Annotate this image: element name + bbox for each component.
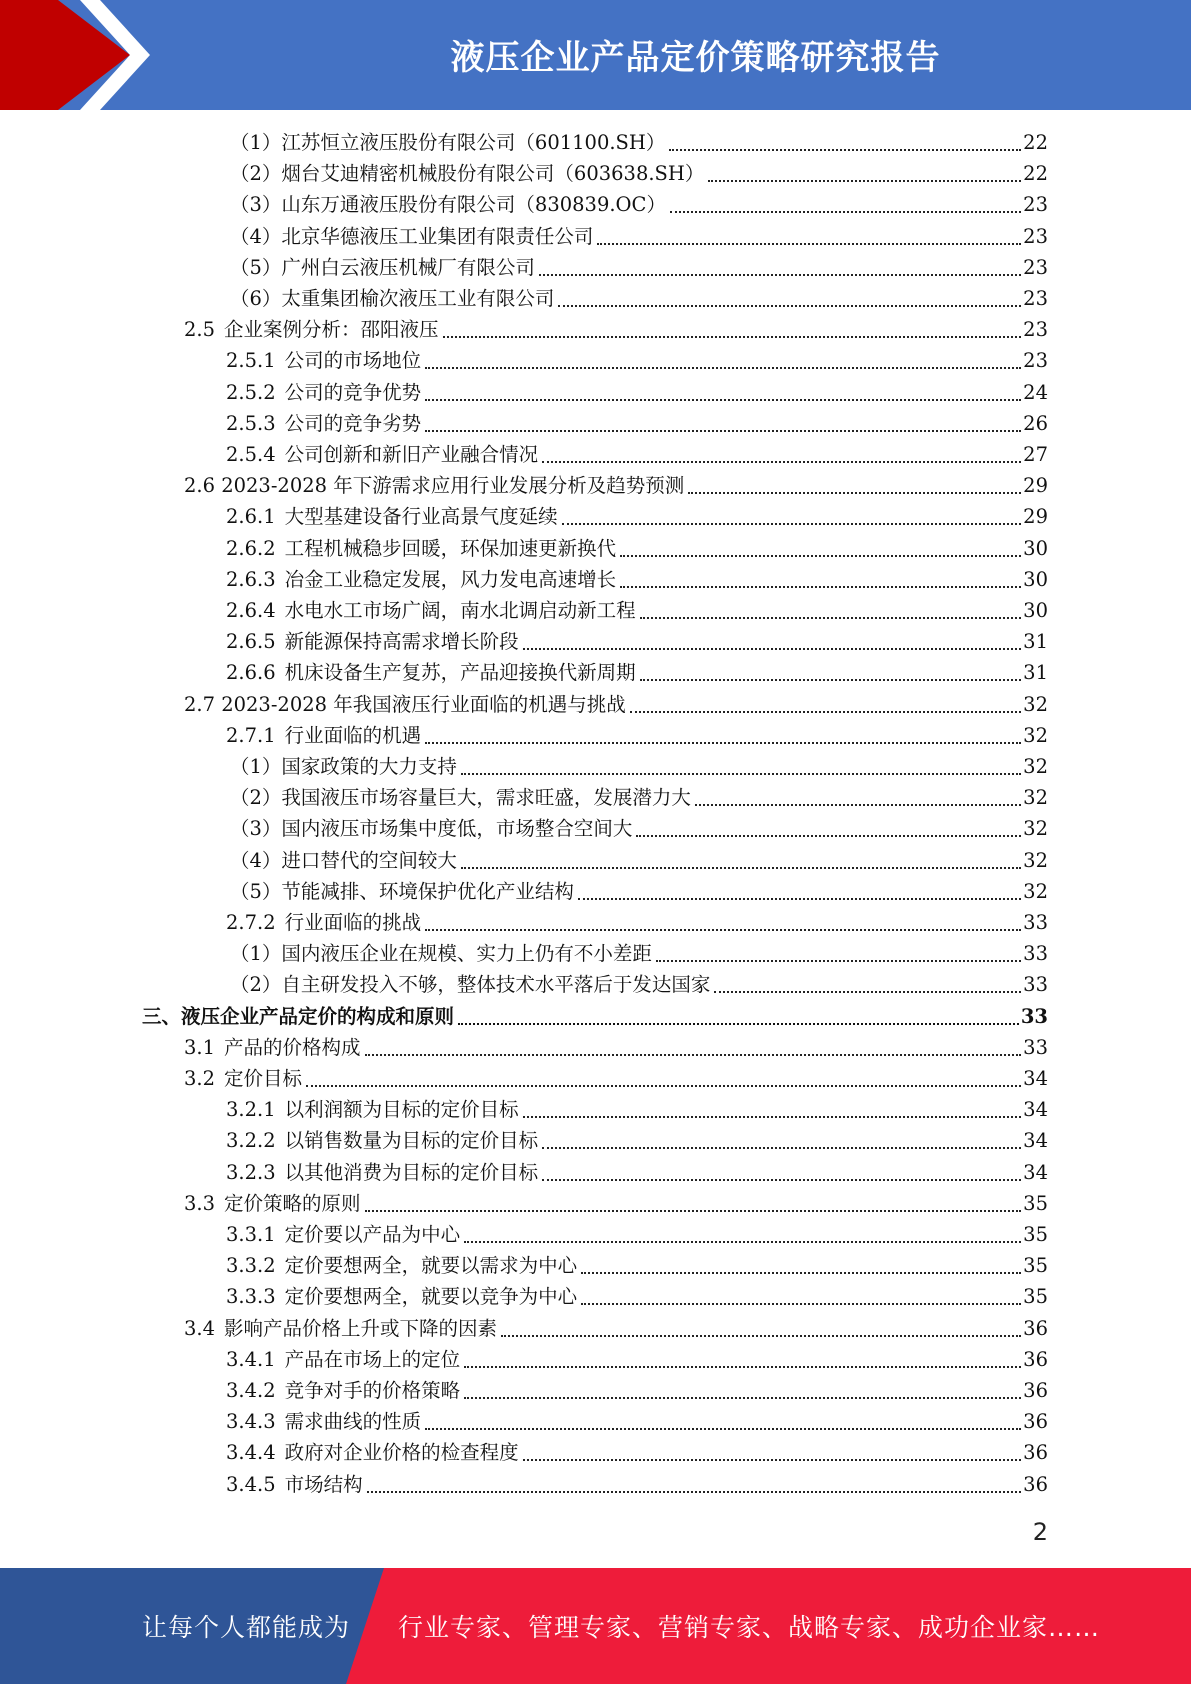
toc-leader-dots xyxy=(425,430,1021,432)
toc-leader-dots xyxy=(464,1241,1021,1243)
toc-entry-label: 大型基建设备行业高景气度延续 xyxy=(284,505,558,528)
toc-entry-page: 36 xyxy=(1023,1348,1048,1371)
toc-entry-number: 3.1 xyxy=(184,1036,216,1059)
toc-entry-number: 2.6.4 xyxy=(226,599,276,622)
toc-entry-page: 30 xyxy=(1023,568,1048,591)
toc-leader-dots xyxy=(640,617,1022,619)
toc-entry-number: 3.4.5 xyxy=(226,1473,276,1496)
toc-entry-page: 29 xyxy=(1023,505,1048,528)
toc-leader-dots xyxy=(640,679,1022,681)
toc-entry-page: 23 xyxy=(1023,287,1048,310)
toc-entry-page: 33 xyxy=(1023,1036,1048,1059)
toc-entry-label: 产品在市场上的定位 xyxy=(284,1348,461,1371)
toc-entry-label: （2）烟台艾迪精密机械股份有限公司（603638.SH） xyxy=(230,162,705,185)
toc-entry-page: 33 xyxy=(1020,1005,1048,1028)
toc-entry-label: 定价目标 xyxy=(224,1067,303,1090)
toc-entry[interactable] xyxy=(226,439,1048,470)
toc-entry-page: 36 xyxy=(1023,1473,1048,1496)
toc-leader-dots xyxy=(523,1116,1022,1118)
footer-slogan-right: 行业专家、管理专家、营销专家、战略专家、成功企业家…… xyxy=(398,1613,1101,1642)
toc-leader-dots xyxy=(365,1210,1022,1212)
toc-entry-label: （6）太重集团榆次液压工业有限公司 xyxy=(230,287,555,310)
toc-entry[interactable] xyxy=(226,501,1048,532)
toc-leader-dots xyxy=(523,1459,1022,1461)
toc-leader-dots xyxy=(581,1303,1021,1305)
toc-entry[interactable] xyxy=(226,1406,1048,1437)
toc-entry[interactable] xyxy=(226,1250,1048,1281)
toc-entry-page: 35 xyxy=(1023,1223,1048,1246)
toc-entry[interactable] xyxy=(184,1188,1048,1219)
toc-leader-dots xyxy=(688,492,1021,494)
toc-entry[interactable] xyxy=(226,657,1048,688)
toc-entry-number: 2.6.5 xyxy=(226,630,276,653)
toc-entry-page: 36 xyxy=(1023,1379,1048,1402)
toc-entry-label: 机床设备生产复苏，产品迎接换代新周期 xyxy=(284,661,636,684)
toc-entry-number: 2.6.2 xyxy=(226,537,276,560)
toc-leader-dots xyxy=(656,960,1021,962)
toc-entry-label: 定价要想两全，就要以需求为中心 xyxy=(284,1254,578,1277)
toc-entry-label: （5）节能减排、环境保护优化产业结构 xyxy=(230,880,574,903)
toc-entry-page: 32 xyxy=(1023,755,1048,778)
toc-entry-number: 3.2.2 xyxy=(226,1129,276,1152)
toc-leader-dots xyxy=(425,929,1021,931)
toc-entry-page: 32 xyxy=(1023,724,1048,747)
toc-entry[interactable] xyxy=(230,158,1048,189)
toc-entry[interactable] xyxy=(230,813,1048,844)
toc-entry-page: 29 xyxy=(1023,474,1048,497)
toc-entry-number: 2.6.3 xyxy=(226,568,276,591)
toc-leader-dots xyxy=(558,305,1021,307)
toc-entry[interactable] xyxy=(226,533,1048,564)
toc-entry-page: 30 xyxy=(1023,537,1048,560)
toc-entry-page: 24 xyxy=(1023,381,1048,404)
toc-entry[interactable] xyxy=(226,1219,1048,1250)
toc-entry-label: （1）国家政策的大力支持 xyxy=(230,755,457,778)
page-header xyxy=(0,0,1191,110)
toc-entry-page: 32 xyxy=(1023,849,1048,872)
toc-leader-dots xyxy=(542,1179,1021,1181)
toc-entry[interactable] xyxy=(230,283,1048,314)
toc-leader-dots xyxy=(461,773,1021,775)
toc-entry-label: 行业面临的机遇 xyxy=(284,724,422,747)
toc-entry[interactable] xyxy=(230,938,1048,969)
toc-entry-page: 31 xyxy=(1023,661,1048,684)
toc-entry-label: 以销售数量为目标的定价目标 xyxy=(284,1129,539,1152)
toc-entry-number: 3.4.3 xyxy=(226,1410,276,1433)
toc-leader-dots xyxy=(669,149,1021,151)
toc-entry-page: 32 xyxy=(1023,693,1048,716)
toc-entry[interactable] xyxy=(142,1001,1048,1032)
toc-entry[interactable] xyxy=(226,1094,1048,1125)
toc-entry-label: （2）自主研发投入不够，整体技术水平落后于发达国家 xyxy=(230,973,711,996)
toc-entry-label: 公司的市场地位 xyxy=(284,349,422,372)
toc-entry[interactable] xyxy=(226,408,1048,439)
toc-entry-page: 36 xyxy=(1023,1441,1048,1464)
toc-entry-number: 3.4.2 xyxy=(226,1379,276,1402)
toc-entry-page: 35 xyxy=(1023,1192,1048,1215)
toc-entry-label: 公司的竞争劣势 xyxy=(284,412,422,435)
toc-entry-number: 2.7.1 xyxy=(226,724,276,747)
toc-entry-number: 3.4.4 xyxy=(226,1441,276,1464)
toc-entry-label: （4）北京华德液压工业集团有限责任公司 xyxy=(230,225,594,248)
toc-leader-dots xyxy=(581,1272,1021,1274)
toc-entry-label: （1）国内液压企业在规模、实力上仍有不小差距 xyxy=(230,942,652,965)
toc-leader-dots xyxy=(425,367,1021,369)
toc-entry[interactable] xyxy=(226,1375,1048,1406)
toc-entry-page: 32 xyxy=(1023,817,1048,840)
toc-leader-dots xyxy=(695,804,1021,806)
toc-entry-number: 3.3 xyxy=(184,1192,216,1215)
toc-entry-page: 23 xyxy=(1023,349,1048,372)
toc-entry[interactable] xyxy=(184,1313,1048,1344)
toc-entry-page: 34 xyxy=(1023,1098,1048,1121)
toc-entry[interactable] xyxy=(230,876,1048,907)
toc-leader-dots xyxy=(630,711,1021,713)
toc-entry-label: （4）进口替代的空间较大 xyxy=(230,849,457,872)
toc-entry[interactable] xyxy=(226,595,1048,626)
toc-entry-label: 需求曲线的性质 xyxy=(284,1410,422,1433)
toc-entry-number: 3.4.1 xyxy=(226,1348,276,1371)
toc-leader-dots xyxy=(523,648,1022,650)
toc-leader-dots xyxy=(670,211,1021,213)
toc-leader-dots xyxy=(443,336,1022,338)
document-title: 液压企业产品定价策略研究报告 xyxy=(450,37,941,78)
toc-entry[interactable] xyxy=(226,1469,1048,1500)
toc-entry-label: 定价策略的原则 xyxy=(224,1192,361,1215)
toc-entry-label: （2）我国液压市场容量巨大，需求旺盛，发展潜力大 xyxy=(230,786,691,809)
toc-entry[interactable] xyxy=(226,626,1048,657)
toc-entry-page: 34 xyxy=(1023,1161,1048,1184)
toc-entry-label: （5）广州白云液压机械厂有限公司 xyxy=(230,256,535,279)
toc-leader-dots xyxy=(636,835,1021,837)
toc-leader-dots xyxy=(542,1147,1021,1149)
toc-entry-label: （3）国内液压市场集中度低，市场整合空间大 xyxy=(230,817,633,840)
toc-entry[interactable] xyxy=(226,1125,1048,1156)
toc-entry[interactable] xyxy=(230,127,1048,158)
toc-entry-number: 3.2.1 xyxy=(226,1098,276,1121)
toc-entry-label: 工程机械稳步回暖，环保加速更新换代 xyxy=(284,537,617,560)
toc-entry-number: 3.3.3 xyxy=(226,1285,276,1308)
toc-entry[interactable] xyxy=(184,314,1048,345)
toc-entry[interactable] xyxy=(226,720,1048,751)
toc-entry-page: 35 xyxy=(1023,1254,1048,1277)
toc-entry-page: 26 xyxy=(1023,412,1048,435)
toc-entry-number: 3.4 xyxy=(184,1317,216,1340)
toc-leader-dots xyxy=(464,1366,1021,1368)
toc-entry-number: 2.7.2 xyxy=(226,911,276,934)
toc-entry-label: 定价要以产品为中心 xyxy=(284,1223,461,1246)
toc-entry-number: 2.5.1 xyxy=(226,349,276,372)
toc-leader-dots xyxy=(578,898,1021,900)
toc-entry-page: 34 xyxy=(1023,1129,1048,1152)
toc-entry[interactable] xyxy=(184,1063,1048,1094)
toc-entry-label: 政府对企业价格的检查程度 xyxy=(284,1441,519,1464)
toc-entry-label: 公司创新和新旧产业融合情况 xyxy=(284,443,539,466)
toc-entry-page: 23 xyxy=(1023,225,1048,248)
toc-entry-page: 35 xyxy=(1023,1285,1048,1308)
toc-entry[interactable] xyxy=(226,564,1048,595)
toc-entry-label: 以利润额为目标的定价目标 xyxy=(284,1098,519,1121)
toc-entry-number: 3.2 xyxy=(184,1067,216,1090)
toc-entry-number: 2.6.6 xyxy=(226,661,276,684)
toc-entry-label: 水电水工市场广阔，南水北调启动新工程 xyxy=(284,599,636,622)
toc-entry-label: 竞争对手的价格策略 xyxy=(284,1379,461,1402)
toc-entry-page: 34 xyxy=(1023,1067,1048,1090)
toc-entry-page: 23 xyxy=(1023,256,1048,279)
toc-entry-label: 产品的价格构成 xyxy=(224,1036,361,1059)
toc-entry-label: 新能源保持高需求增长阶段 xyxy=(284,630,519,653)
toc-entry-number: 2.5.2 xyxy=(226,381,276,404)
toc-leader-dots xyxy=(501,1335,1021,1337)
toc-leader-dots xyxy=(425,742,1021,744)
toc-entry-label: （3）山东万通液压股份有限公司（830839.OC） xyxy=(230,193,666,216)
toc-leader-dots xyxy=(365,1054,1022,1056)
toc-leader-dots xyxy=(714,991,1021,993)
toc-entry-page: 30 xyxy=(1023,599,1048,622)
toc-entry[interactable] xyxy=(226,1157,1048,1188)
toc-entry-page: 23 xyxy=(1023,318,1048,341)
toc-entry-number: 2.5.4 xyxy=(226,443,276,466)
toc-entry[interactable] xyxy=(184,1032,1048,1063)
toc-entry[interactable] xyxy=(184,470,1048,501)
toc-leader-dots xyxy=(539,274,1021,276)
toc-entry[interactable] xyxy=(230,221,1048,252)
toc-leader-dots xyxy=(306,1085,1021,1087)
toc-entry-page: 33 xyxy=(1023,942,1048,965)
toc-entry-label: 公司的竞争优势 xyxy=(284,381,422,404)
toc-entry-page: 23 xyxy=(1023,193,1048,216)
toc-entry[interactable] xyxy=(226,1281,1048,1312)
toc-entry[interactable] xyxy=(226,1437,1048,1468)
toc-entry-label: 影响产品价格上升或下降的因素 xyxy=(224,1317,498,1340)
toc-entry-number: 2.5 xyxy=(184,318,216,341)
toc-entry[interactable] xyxy=(230,782,1048,813)
toc-entry-label: 三、液压企业产品定价的构成和原则 xyxy=(142,1005,455,1028)
toc-entry[interactable] xyxy=(226,377,1048,408)
toc-entry-label: 行业面临的挑战 xyxy=(284,911,422,934)
toc-leader-dots xyxy=(542,461,1021,463)
toc-entry-page: 27 xyxy=(1023,443,1048,466)
footer-slogan-left: 让每个人都能成为 xyxy=(142,1613,351,1642)
toc-entry-page: 36 xyxy=(1023,1317,1048,1340)
toc-entry-number: 3.2.3 xyxy=(226,1161,276,1184)
toc-entry[interactable] xyxy=(230,751,1048,782)
page-number: 2 xyxy=(1032,1518,1048,1546)
toc-leader-dots xyxy=(425,1428,1021,1430)
toc-entry-label: 定价要想两全，就要以竞争为中心 xyxy=(284,1285,578,1308)
toc-entry[interactable] xyxy=(226,907,1048,938)
toc-leader-dots xyxy=(620,555,1021,557)
page-footer xyxy=(0,1568,1191,1684)
toc-entry-number: 3.3.1 xyxy=(226,1223,276,1246)
toc-entry-page: 36 xyxy=(1023,1410,1048,1433)
toc-entry[interactable] xyxy=(226,345,1048,376)
toc-entry-number: 2.5.3 xyxy=(226,412,276,435)
toc-entry-label: 2.7 2023-2028 年我国液压行业面临的机遇与挑战 xyxy=(184,693,626,716)
toc-leader-dots xyxy=(367,1491,1022,1493)
toc-entry-page: 33 xyxy=(1023,973,1048,996)
toc-entry[interactable] xyxy=(226,1344,1048,1375)
toc-leader-dots xyxy=(425,399,1021,401)
toc-leader-dots xyxy=(597,243,1021,245)
toc-entry[interactable] xyxy=(230,969,1048,1000)
toc-leader-dots xyxy=(464,1397,1021,1399)
toc-entry-number: 2.6.1 xyxy=(226,505,276,528)
toc-entry[interactable] xyxy=(230,189,1048,220)
toc-entry-page: 33 xyxy=(1023,911,1048,934)
toc-entry[interactable] xyxy=(184,689,1048,720)
toc-entry-number: 3.3.2 xyxy=(226,1254,276,1277)
toc-entry-page: 22 xyxy=(1023,131,1048,154)
toc-entry-label: 2.6 2023-2028 年下游需求应用行业发展分析及趋势预测 xyxy=(184,474,685,497)
toc-entry-label: 以其他消费为目标的定价目标 xyxy=(284,1161,539,1184)
toc-entry[interactable] xyxy=(230,252,1048,283)
toc-leader-dots xyxy=(461,867,1021,869)
toc-leader-dots xyxy=(620,586,1021,588)
toc-entry-label: 市场结构 xyxy=(284,1473,363,1496)
toc-entry-page: 32 xyxy=(1023,786,1048,809)
toc-leader-dots xyxy=(708,180,1021,182)
toc-entry-label: （1）江苏恒立液压股份有限公司（601100.SH） xyxy=(230,131,666,154)
toc-entry[interactable] xyxy=(230,845,1048,876)
toc-entry-page: 22 xyxy=(1023,162,1048,185)
toc-leader-dots xyxy=(562,523,1022,525)
toc-entry-label: 冶金工业稳定发展，风力发电高速增长 xyxy=(284,568,617,591)
toc-entry-page: 32 xyxy=(1023,880,1048,903)
toc-entry-label: 企业案例分析：邵阳液压 xyxy=(224,318,439,341)
toc-leader-dots xyxy=(458,1023,1019,1025)
toc-entry-page: 31 xyxy=(1023,630,1048,653)
